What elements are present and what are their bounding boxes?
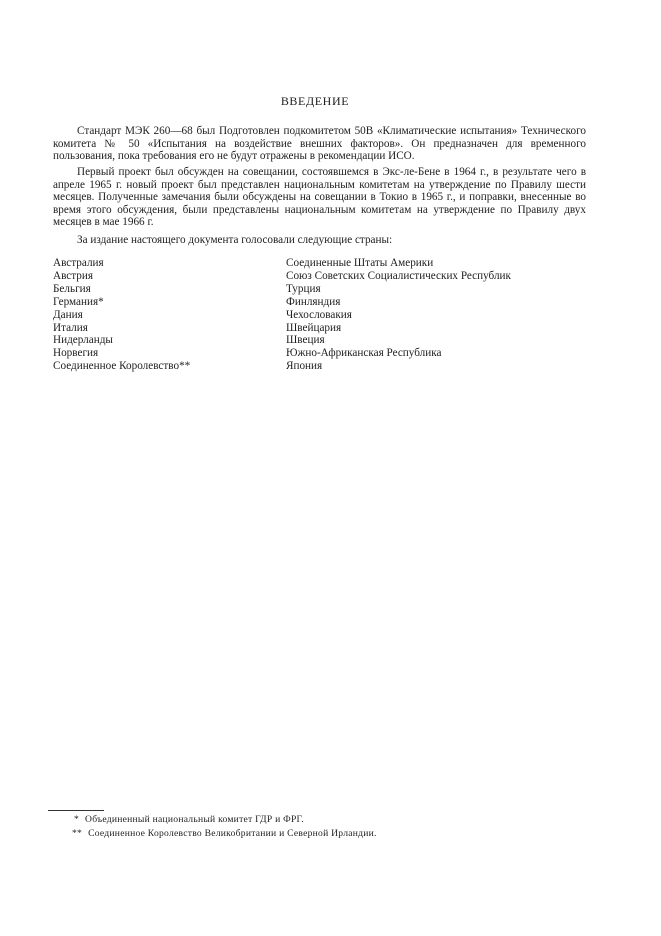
country-item: Бельгия: [53, 282, 91, 295]
country-item: Германия*: [53, 295, 104, 308]
country-item: Нидерланды: [53, 334, 113, 347]
footnote-text: Соединенное Королевство Великобритании и Северной Ирландии.: [88, 828, 377, 839]
footnote-2: [72, 828, 377, 840]
paragraph-text: Стандарт МЭК 260—68 был Подготовлен подкомитетом 50В «Климатические испытания» Технического комитета № 50 «Испытания на воздействие внешних факторов». Он предназначен для временного пользования, пока требования его не будут отражены в рекомендации ИСО.: [53, 125, 586, 163]
country-item: Турция: [286, 282, 321, 295]
footnote-divider: [48, 810, 104, 811]
paragraph-text: Первый проект был обсужден на совещании, состоявшемся в Экс-ле-Бене в 1964 г., в результате чего в апреле 1965 г. новый проект был представлен национальным комитетам на утверждение по Правилу шести месяцев. Полученные замечания были обсуждены на совещании в Токио в 1965 г., и поправки, внесенные во время этого обсуждения, были представлены национальным комитетам на утверждение по Правилу двух месяцев в мае 1966 г.: [53, 166, 586, 229]
country-item: Дания: [53, 308, 83, 321]
country-item: Австралия: [53, 257, 104, 269]
intro-paragraph: [53, 125, 586, 163]
country-item: Швейцария: [286, 321, 342, 334]
country-item: Финляндия: [286, 295, 341, 308]
country-item: Южно-Африканская Республика: [286, 347, 442, 360]
country-item: Норвегия: [53, 347, 99, 360]
voting-paragraph: [53, 234, 586, 247]
footnote-marker: **: [72, 828, 83, 839]
country-item: Чехословакия: [286, 308, 352, 321]
footnote-marker: *: [74, 814, 80, 825]
country-list-left: [53, 257, 190, 373]
paragraph-text: За издание настоящего документа голосовали следующие страны:: [77, 234, 393, 246]
country-item: Австрия: [53, 269, 94, 282]
page-heading: ВВЕДЕНИЕ: [280, 94, 350, 108]
history-paragraph: [53, 166, 586, 229]
footnote-1: [74, 814, 304, 826]
country-item: Союз Советских Социалистических Республик: [286, 269, 511, 282]
country-list-right: [286, 257, 511, 373]
country-item: Япония: [286, 360, 323, 373]
footnote-text: Объединенный национальный комитет ГДР и ФРГ.: [85, 814, 304, 825]
country-item: Италия: [53, 321, 88, 334]
country-item: Швеция: [286, 334, 325, 347]
country-item: Соединенные Штаты Америки: [286, 257, 434, 269]
country-item: Соединенное Королевство**: [53, 360, 191, 373]
